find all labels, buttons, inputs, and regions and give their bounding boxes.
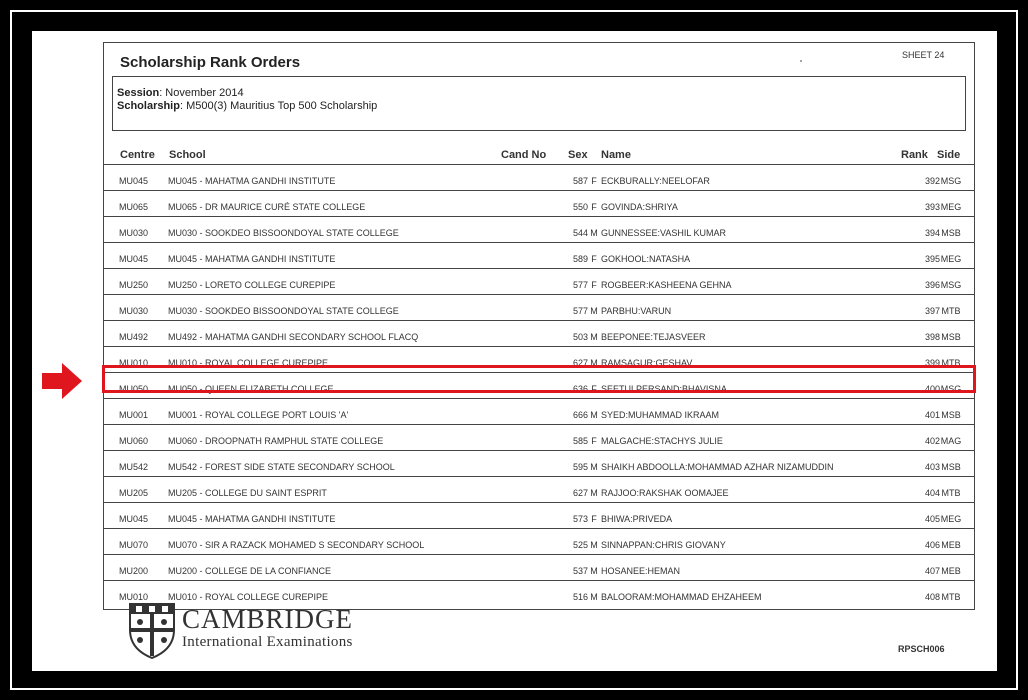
cell-sex: F bbox=[591, 254, 597, 264]
cell-side: MSB bbox=[941, 332, 961, 342]
table-row bbox=[104, 476, 974, 502]
header-sex: Sex bbox=[568, 149, 588, 161]
table-row bbox=[104, 242, 974, 268]
cell-name: MALGACHE:STACHYS JULIE bbox=[601, 436, 723, 446]
cell-side: MEG bbox=[940, 202, 962, 212]
brand-name: CAMBRIDGE bbox=[182, 604, 354, 634]
cell-sex: F bbox=[591, 280, 597, 290]
cell-centre: MU030 bbox=[119, 306, 149, 316]
cambridge-brand bbox=[182, 605, 353, 651]
page-title: Scholarship Rank Orders bbox=[120, 54, 301, 71]
table-row bbox=[104, 554, 974, 580]
header-name: Name bbox=[601, 149, 631, 161]
cell-centre: MU001 bbox=[119, 410, 149, 420]
cell-school: MU205 - COLLEGE DU SAINT ESPRIT bbox=[168, 488, 327, 498]
table-row bbox=[104, 528, 974, 554]
cell-school: MU001 - ROYAL COLLEGE PORT LOUIS 'A' bbox=[168, 410, 349, 420]
cell-cand-no: 577 bbox=[572, 306, 588, 316]
cell-rank: 401 bbox=[924, 410, 940, 420]
cell-name: ECKBURALLY:NEELOFAR bbox=[601, 176, 710, 186]
cell-rank: 397 bbox=[924, 306, 940, 316]
cell-centre: MU010 bbox=[119, 592, 149, 602]
cell-side: MSG bbox=[940, 176, 962, 186]
cell-school: MU492 - MAHATMA GANDHI SECONDARY SCHOOL FLACQ bbox=[168, 332, 419, 342]
cell-sex: M bbox=[590, 306, 598, 316]
cell-name: BALOORAM:MOHAMMAD EHZAHEEM bbox=[601, 592, 762, 602]
cell-centre: MU492 bbox=[119, 332, 149, 342]
highlight-box bbox=[102, 365, 976, 393]
cell-school: MU045 - MAHATMA GANDHI INSTITUTE bbox=[168, 254, 336, 264]
cell-centre: MU010 bbox=[119, 358, 149, 368]
cell-side: MEB bbox=[941, 540, 961, 550]
cell-sex: F bbox=[591, 384, 597, 394]
cell-side: MEG bbox=[940, 514, 962, 524]
header-side: Side bbox=[937, 149, 961, 161]
table-row bbox=[104, 216, 974, 242]
cell-school: MU542 - FOREST SIDE STATE SECONDARY SCHOOL bbox=[168, 462, 395, 472]
cell-sex: M bbox=[590, 592, 598, 602]
cell-rank: 395 bbox=[924, 254, 940, 264]
cell-school: MU030 - SOOKDEO BISSOONDOYAL STATE COLLEGE bbox=[168, 228, 399, 238]
table-row bbox=[104, 294, 974, 320]
cell-rank: 404 bbox=[924, 488, 940, 498]
cell-rank: 392 bbox=[924, 176, 940, 186]
cell-side: MSB bbox=[941, 228, 961, 238]
cell-centre: MU250 bbox=[119, 280, 149, 290]
cell-school: MU010 - ROYAL COLLEGE CUREPIPE bbox=[168, 358, 329, 368]
cell-name: RAMSAGUR:GESHAV bbox=[601, 358, 693, 368]
cell-side: MSG bbox=[940, 280, 962, 290]
scholarship-label: Scholarship bbox=[117, 100, 180, 112]
cell-sex: M bbox=[590, 540, 598, 550]
cell-centre: MU070 bbox=[119, 540, 149, 550]
cell-sex: M bbox=[590, 566, 598, 576]
cell-school: MU045 - MAHATMA GANDHI INSTITUTE bbox=[168, 514, 336, 524]
cell-rank: 396 bbox=[924, 280, 940, 290]
cell-rank: 398 bbox=[924, 332, 940, 342]
cell-name: SYED:MUHAMMAD IKRAAM bbox=[601, 410, 720, 420]
table-row bbox=[104, 424, 974, 450]
cell-centre: MU065 bbox=[119, 202, 149, 212]
cell-cand-no: 636 bbox=[572, 384, 588, 394]
cell-side: MTB bbox=[941, 358, 961, 368]
cell-school: MU070 - SIR A RAZACK MOHAMED S SECONDARY SCHOOL bbox=[168, 540, 425, 550]
cell-cand-no: 516 bbox=[572, 592, 588, 602]
table-row bbox=[104, 320, 974, 346]
cell-cand-no: 550 bbox=[572, 202, 588, 212]
cell-name: PARBHU:VARUN bbox=[601, 306, 672, 316]
session-label: Session bbox=[117, 87, 160, 99]
cell-rank: 399 bbox=[924, 358, 940, 368]
cell-school: MU200 - COLLEGE DE LA CONFIANCE bbox=[168, 566, 332, 576]
cell-centre: MU050 bbox=[119, 384, 149, 394]
sheet-number: SHEET 24 bbox=[902, 50, 945, 60]
cell-centre: MU200 bbox=[119, 566, 149, 576]
cell-sex: F bbox=[591, 202, 597, 212]
form-code: RPSCH006 bbox=[898, 644, 945, 654]
session-value: : November 2014 bbox=[159, 87, 244, 99]
cell-side: MSB bbox=[941, 462, 961, 472]
cell-cand-no: 577 bbox=[572, 280, 588, 290]
session-box bbox=[112, 76, 966, 131]
cell-school: MU060 - DROOPNATH RAMPHUL STATE COLLEGE bbox=[168, 436, 384, 446]
cell-cand-no: 585 bbox=[572, 436, 588, 446]
cell-school: MU250 - LORETO COLLEGE CUREPIPE bbox=[168, 280, 336, 290]
cell-side: MEB bbox=[941, 566, 961, 576]
cell-name: SEETULPERSAND:BHAVISNA bbox=[601, 384, 727, 394]
cell-cand-no: 589 bbox=[572, 254, 588, 264]
cell-cand-no: 627 bbox=[572, 488, 588, 498]
cell-name: RAJJOO:RAKSHAK OOMAJEE bbox=[601, 488, 729, 498]
cell-name: BHIWA:PRIVEDA bbox=[601, 514, 673, 524]
table-row bbox=[104, 580, 974, 606]
cell-side: MAG bbox=[940, 436, 962, 446]
cell-name: SHAIKH ABDOOLLA:MOHAMMAD AZHAR NIZAMUDDIN bbox=[601, 462, 834, 472]
cell-sex: M bbox=[590, 358, 598, 368]
cell-school: MU010 - ROYAL COLLEGE CUREPIPE bbox=[168, 592, 329, 602]
cell-rank: 405 bbox=[924, 514, 940, 524]
cell-cand-no: 666 bbox=[572, 410, 588, 420]
cambridge-shield-icon bbox=[128, 602, 176, 660]
table-row bbox=[104, 268, 974, 294]
session-line bbox=[117, 87, 965, 100]
cell-cand-no: 573 bbox=[572, 514, 588, 524]
header-centre: Centre bbox=[120, 149, 155, 161]
cell-school: MU065 - DR MAURICE CURÉ STATE COLLEGE bbox=[168, 202, 366, 212]
cell-school: MU030 - SOOKDEO BISSOONDOYAL STATE COLLEGE bbox=[168, 306, 399, 316]
cell-centre: MU205 bbox=[119, 488, 149, 498]
brand-subtitle: International Examinations bbox=[182, 634, 353, 650]
scholarship-line bbox=[117, 100, 965, 113]
cell-name: BEEPONEE:TEJASVEER bbox=[601, 332, 706, 342]
cell-centre: MU045 bbox=[119, 254, 149, 264]
table-row bbox=[104, 398, 974, 424]
table-row bbox=[104, 450, 974, 476]
cell-rank: 393 bbox=[924, 202, 940, 212]
cell-sex: M bbox=[590, 462, 598, 472]
cell-centre: MU060 bbox=[119, 436, 149, 446]
cell-side: MTB bbox=[941, 306, 961, 316]
header-school: School bbox=[169, 149, 206, 161]
cell-cand-no: 544 bbox=[572, 228, 588, 238]
cell-rank: 400 bbox=[924, 384, 940, 394]
cell-side: MTB bbox=[941, 488, 961, 498]
cell-side: MTB bbox=[941, 592, 961, 602]
cell-sex: M bbox=[590, 410, 598, 420]
cell-sex: M bbox=[590, 228, 598, 238]
cell-school: MU045 - MAHATMA GANDHI INSTITUTE bbox=[168, 176, 336, 186]
cell-sex: F bbox=[591, 176, 597, 186]
cell-name: HOSANEE:HEMAN bbox=[601, 566, 681, 576]
cell-cand-no: 595 bbox=[572, 462, 588, 472]
header-cand-no: Cand No bbox=[501, 149, 547, 161]
cell-name: GUNNESSEE:VASHIL KUMAR bbox=[601, 228, 727, 238]
cell-centre: MU030 bbox=[119, 228, 149, 238]
cell-rank: 408 bbox=[924, 592, 940, 602]
cell-cand-no: 587 bbox=[572, 176, 588, 186]
arrow-right-icon bbox=[42, 363, 82, 404]
header-rank: Rank bbox=[901, 149, 928, 161]
cell-name: ROGBEER:KASHEENA GEHNA bbox=[601, 280, 732, 290]
cell-side: MSB bbox=[941, 410, 961, 420]
cell-rank: 403 bbox=[924, 462, 940, 472]
cell-centre: MU045 bbox=[119, 176, 149, 186]
cell-cand-no: 503 bbox=[572, 332, 588, 342]
cell-rank: 394 bbox=[924, 228, 940, 238]
table-row bbox=[104, 502, 974, 528]
cell-rank: 406 bbox=[924, 540, 940, 550]
document-page bbox=[32, 31, 997, 671]
table-header bbox=[104, 149, 974, 162]
cell-name: SINNAPPAN:CHRIS GIOVANY bbox=[601, 540, 726, 550]
table-row bbox=[104, 190, 974, 216]
cell-centre: MU045 bbox=[119, 514, 149, 524]
cell-cand-no: 627 bbox=[572, 358, 588, 368]
table-row bbox=[104, 164, 974, 190]
cell-school: MU050 - QUEEN ELIZABETH COLLEGE bbox=[168, 384, 334, 394]
cell-cand-no: 525 bbox=[572, 540, 588, 550]
cell-sex: M bbox=[590, 332, 598, 342]
cell-rank: 402 bbox=[924, 436, 940, 446]
cell-cand-no: 537 bbox=[572, 566, 588, 576]
cell-side: MSG bbox=[940, 384, 962, 394]
cell-side: MEG bbox=[940, 254, 962, 264]
cell-sex: F bbox=[591, 514, 597, 524]
speck bbox=[800, 60, 802, 62]
cell-centre: MU542 bbox=[119, 462, 149, 472]
cell-name: GOKHOOL:NATASHA bbox=[601, 254, 691, 264]
scholarship-value: : M500(3) Mauritius Top 500 Scholarship bbox=[179, 100, 378, 112]
cell-rank: 407 bbox=[924, 566, 940, 576]
cell-sex: F bbox=[591, 436, 597, 446]
cell-sex: M bbox=[590, 488, 598, 498]
cell-name: GOVINDA:SHRIYA bbox=[601, 202, 678, 212]
